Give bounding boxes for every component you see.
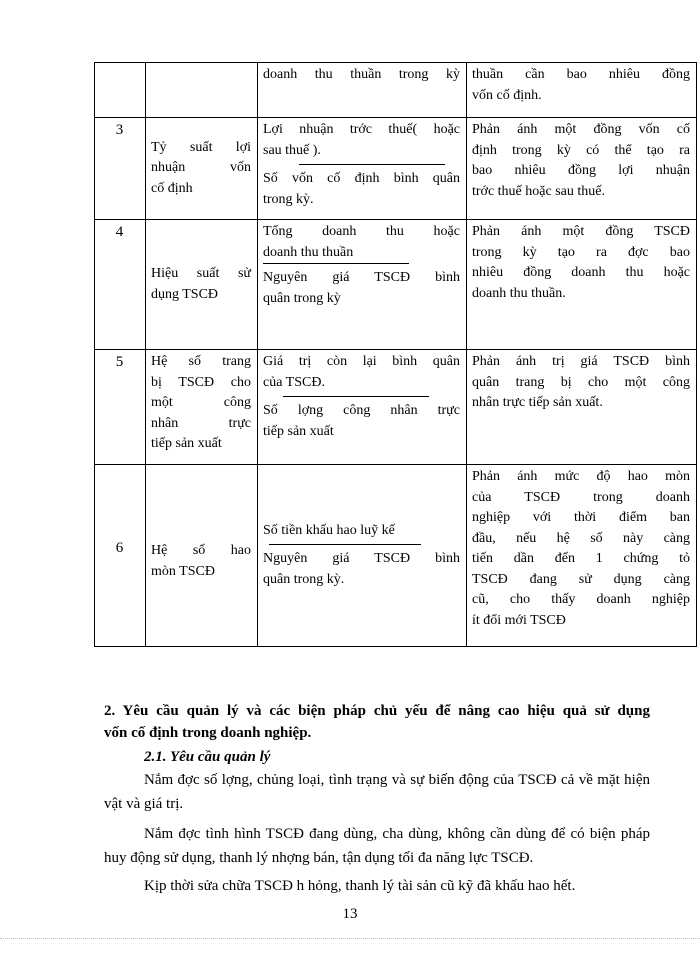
meaning-line: nhiêu đồng doanh thu hoặc [472,265,690,280]
subsection-heading: 2.1. Yêu cầu quản lý [144,749,271,765]
formula-denominator-line: Nguyên giá TSCĐ bình [263,270,460,285]
meaning-cell [467,350,697,465]
indicator-name-line: Tỷ suất lợi [151,139,251,155]
formula-cell [258,350,467,465]
meaning-line: định trong kỳ có thể tạo ra [472,142,690,158]
fraction-bar [299,164,445,165]
meaning-line: vốn cố định. [472,87,542,103]
meaning-line: đầu, nếu hệ số này càng [472,530,690,546]
row-number-cell: 6 [95,465,146,647]
indicator-name-line: mòn TSCĐ [151,563,215,579]
formula-cell [258,220,467,350]
row-number-cell: 5 [95,350,146,465]
section-heading-line: vốn cố định trong doanh nghiệp. [104,725,312,741]
meaning-cell [467,63,697,118]
indicator-name-line: Hệ số hao [151,543,251,558]
formula-cell [258,118,467,220]
table-row [95,118,697,220]
meaning-line: quân trang bị cho một công [472,374,690,390]
indicator-name-line: Hệ số trang [151,354,251,369]
section-heading [104,700,650,744]
indicator-name-line: bị TSCĐ cho [151,374,251,390]
meaning-line: tiến dần đến 1 chứng tỏ [472,551,690,566]
formula-denominator-line: trong kỳ. [263,191,314,207]
indicator-name-line: nhuận vốn [151,160,251,176]
meaning-line: ít đổi mới TSCĐ [472,612,566,628]
formula-numerator-line: của TSCĐ. [263,374,325,390]
meaning-line: bao nhiêu đồng lợi nhuận [472,163,690,178]
body-paragraph: Nắm đợc số lợng, chủng loại, tình trạng và sự biến động của TSCĐ cả về mặt hiện vật và giá trị. [104,772,650,812]
formula-numerator-line: doanh thu thuần [263,244,354,260]
meaning-line: Phản ánh mức độ hao mòn [472,469,690,484]
formula-numerator-line: Lợi nhuận trớc thuế( hoặc [263,122,460,137]
section-heading-line: 2. Yêu cầu quản lý và các biện pháp chủ yếu để nâng cao hiệu quả sử dụng [104,703,650,719]
meaning-line: Phản ánh một đồng vốn cố [472,122,690,137]
fraction-bar [263,263,409,264]
page-bottom-rule [0,938,700,939]
indicator-name-cell [146,465,258,647]
indicator-name-line: nhân trực [151,415,251,431]
meaning-line: cũ, cho thấy doanh nghiệp [472,592,690,607]
meaning-line: nhân trực tiếp sản xuất. [472,395,603,410]
formula-denominator-line: Số lợng công nhân trực [263,403,460,418]
meaning-cell [467,465,697,647]
formula-numerator-line: Giá trị còn lại bình quân [263,354,460,369]
formula-denominator-line: Số vốn cố định bình quân [263,171,460,186]
indicator-name-line: dụng TSCĐ [151,286,219,302]
indicator-name-cell [146,118,258,220]
row-number-cell: 3 [95,118,146,220]
indicator-name-line: một công [151,395,251,410]
meaning-cell [467,118,697,220]
meaning-line: của TSCĐ trong doanh [472,489,690,505]
meaning-line: thuần cần bao nhiêu đồng [472,67,690,82]
table-row [95,63,697,118]
meaning-line: Phản ánh một đồng TSCĐ [472,224,690,239]
row-number-cell [95,63,146,118]
meaning-line: doanh thu thuần. [472,285,566,301]
fraction-bar [283,396,429,397]
formula-numerator-line: sau thuế ). [263,142,321,158]
formula-denominator-line: Nguyên giá TSCĐ bình [263,551,460,567]
indicator-name-cell [146,350,258,465]
fixed-asset-indicators-table [94,62,697,647]
body-paragraph: Nắm đợc tình hình TSCĐ đang dùng, cha dùng, không cần dùng để có biện pháp huy động sử dụng, thanh lý nhợng bán, tận dụng tối đa năng lực TSCĐ. [104,826,650,866]
indicator-name-line: Hiệu suất sử [151,266,251,281]
page-number: 13 [342,906,358,922]
indicator-name-line: tiếp sản xuất [151,436,222,451]
formula-denominator-line: tiếp sản xuất [263,423,334,439]
formula-numerator: doanh thu thuần trong kỳ [263,67,460,82]
meaning-cell [467,220,697,350]
formula-denominator-line: quân trong kỳ [263,290,341,306]
formula-cell [258,63,467,118]
formula-numerator-line: Số tiền khấu hao luỹ kế [263,522,395,538]
meaning-line: Phản ánh trị giá TSCĐ bình [472,354,690,369]
table-row [95,465,697,647]
body-paragraph: Kịp thời sửa chữa TSCĐ h hỏng, thanh lý tài sản cũ kỹ đã khấu hao hết. [144,878,576,894]
formula-numerator-line: Tổng doanh thu hoặc [263,224,460,239]
meaning-line: nghiệp với thời điểm ban [472,510,690,525]
row-number-cell: 4 [95,220,146,350]
indicator-name-cell [146,63,258,118]
meaning-line: TSCĐ đang sử dụng càng [472,571,690,587]
indicator-name-line: cố định [151,180,193,196]
indicator-name-cell [146,220,258,350]
formula-cell [258,465,467,647]
table-row [95,220,697,350]
meaning-line: trong kỳ tạo ra đợc bao [472,244,690,260]
meaning-line: trớc thuế hoặc sau thuế. [472,183,605,199]
table-row [95,350,697,465]
formula-denominator-line: quân trong kỳ. [263,571,345,587]
fraction-bar [269,544,421,545]
